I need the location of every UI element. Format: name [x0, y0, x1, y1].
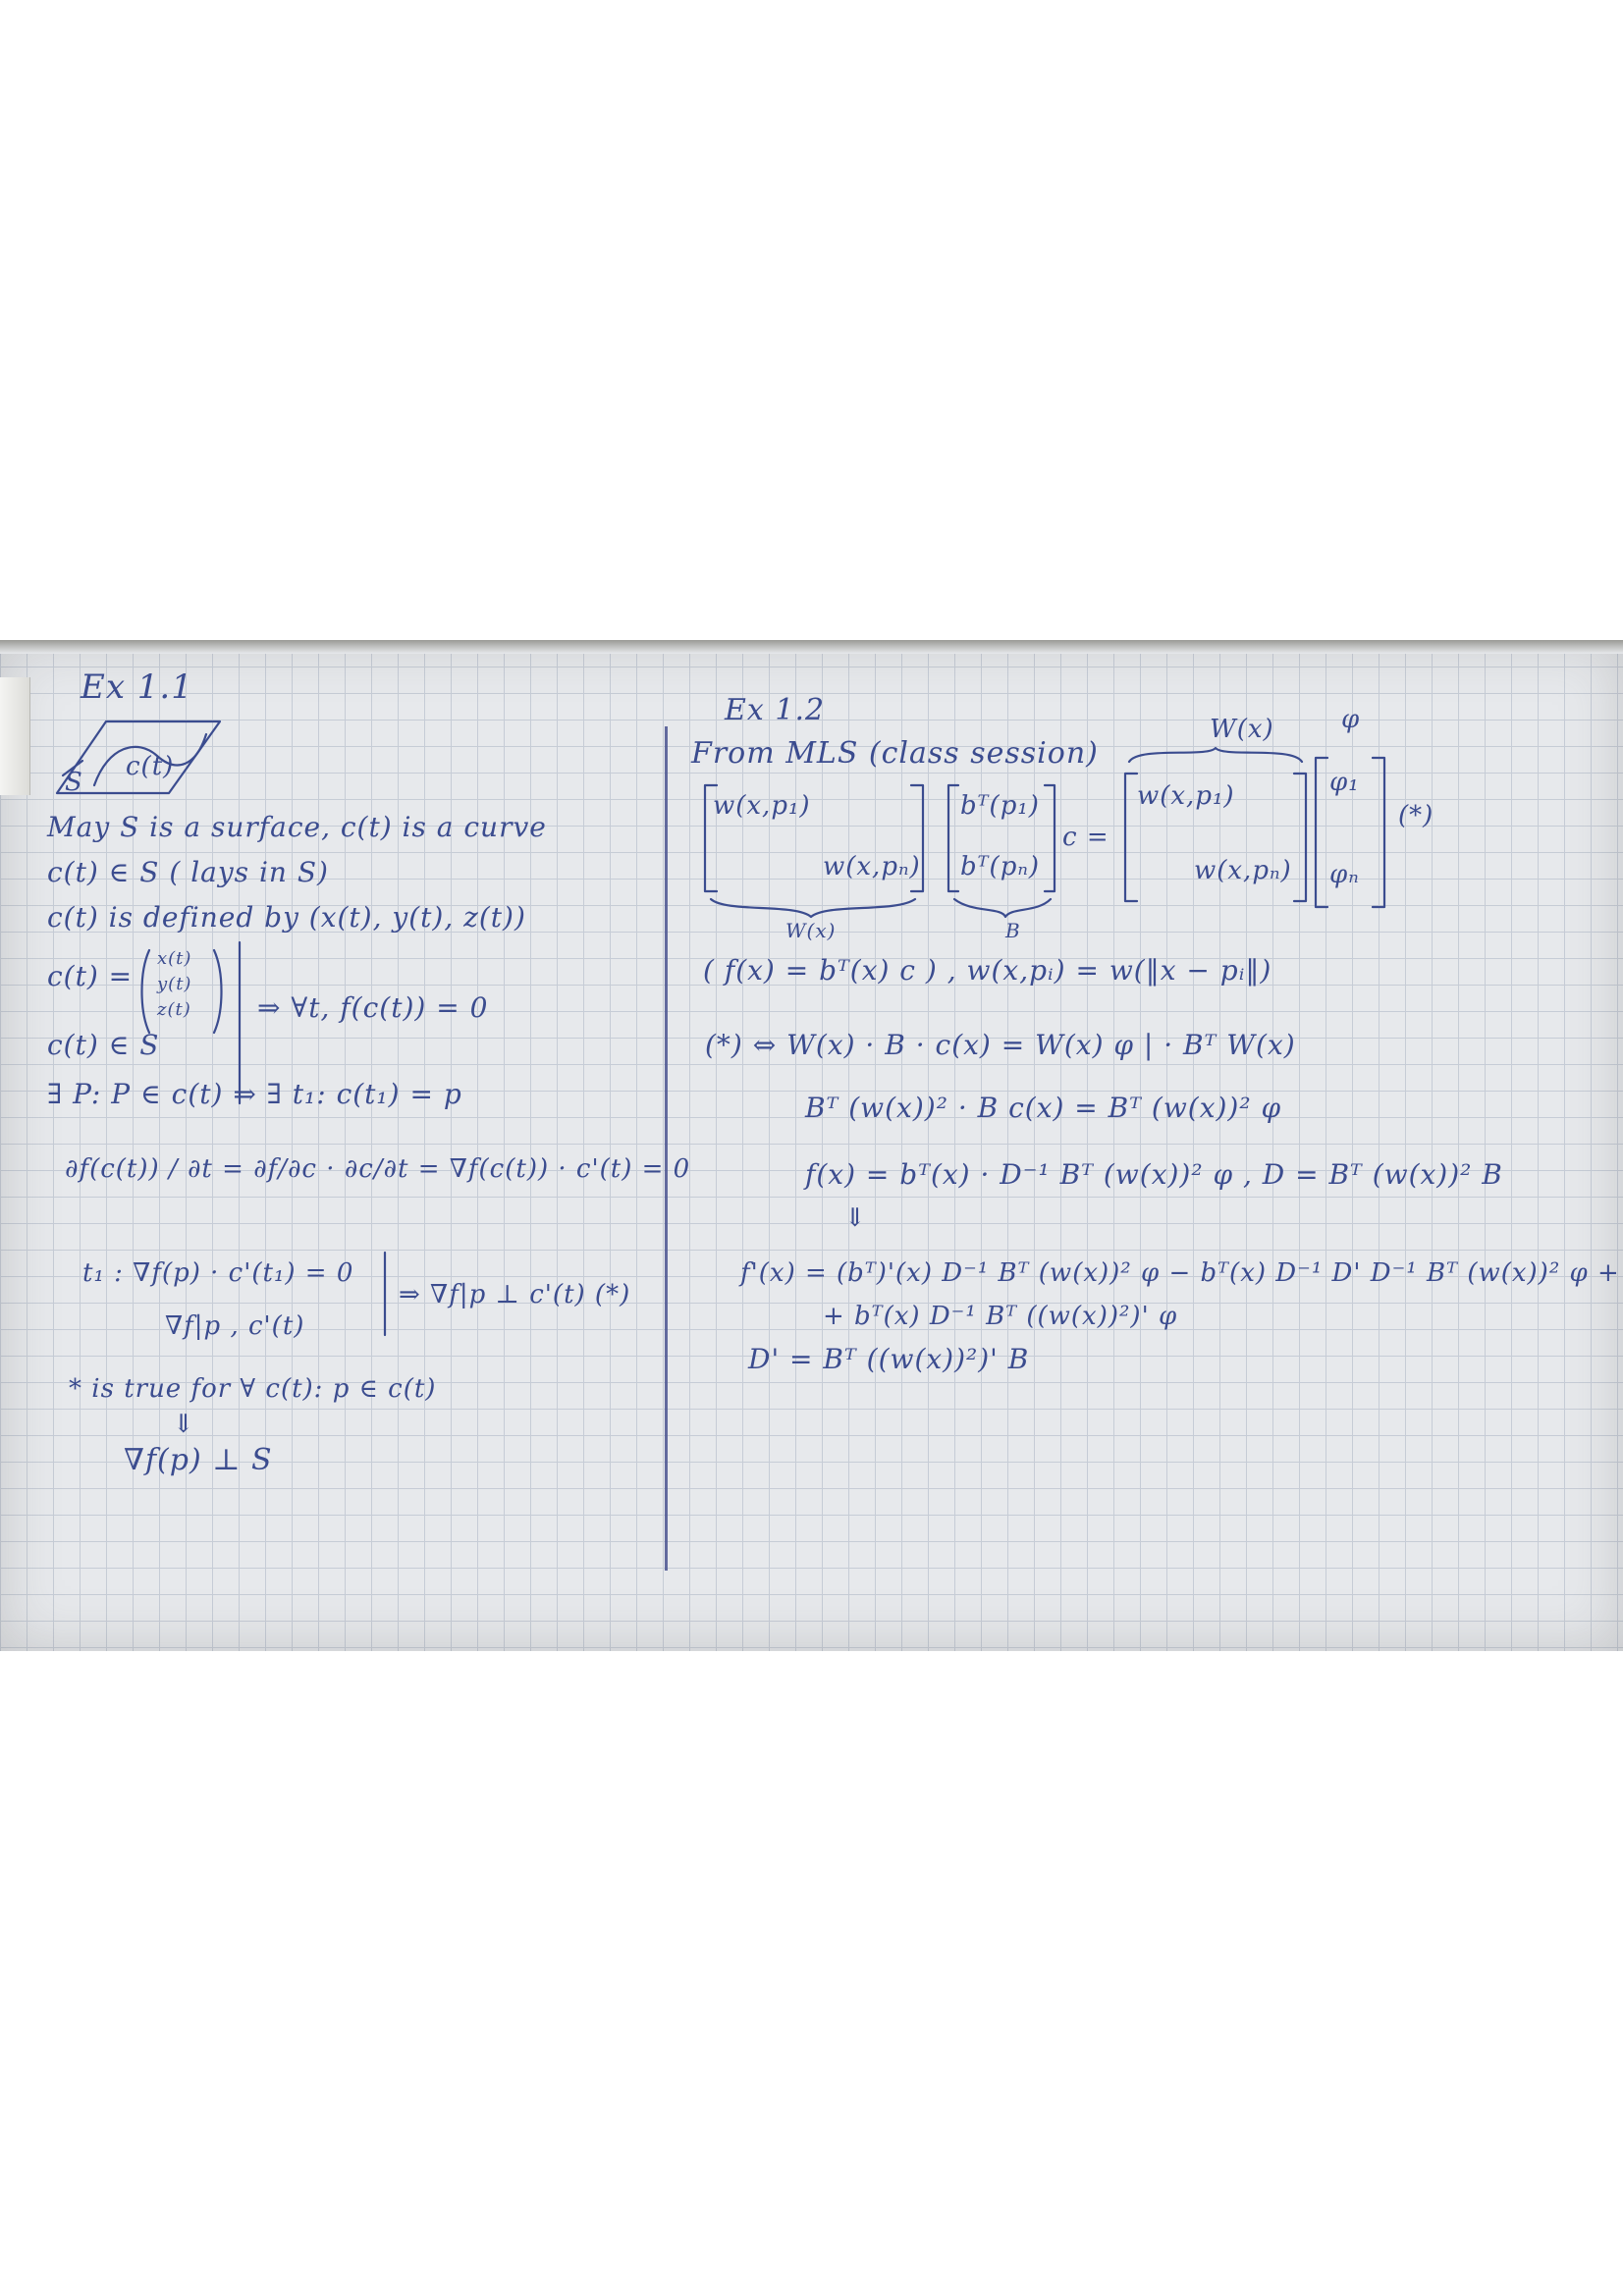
underbrace-w-label: W(x) [785, 919, 837, 942]
vector-x: x(t) [157, 948, 192, 969]
line-7: ∂f(c(t)) / ∂t = ∂f/∂c · ∂c/∂t = ∇f(c(t)) · c'(t) = 0 [65, 1154, 691, 1184]
line-4-rhs: ⇒ ∀t, f(c(t)) = 0 [257, 991, 489, 1024]
right-line-2: ( f(x) = bᵀ(x) c ) , w(x,pᵢ) = w(‖x − pᵢ‖) [703, 954, 1272, 987]
right-line-3: (*) ⇔ W(x) · B · c(x) = W(x) φ | · Bᵀ W(x) [705, 1029, 1296, 1061]
line-8-lhs: t₁ : ∇f(p) · c'(t₁) = 0 [82, 1258, 354, 1288]
vector-y: y(t) [157, 974, 192, 994]
phi-entry-n: φₙ [1329, 860, 1360, 889]
b-matrix-entry-1: bᵀ(p₁) [960, 791, 1040, 821]
line-6: ∃ P: P ∈ c(t) ⇒ ∃ t₁: c(t₁) = p [47, 1078, 462, 1110]
b-matrix-entry-n: bᵀ(pₙ) [960, 852, 1041, 881]
exercise-1-1-title: Ex 1.1 [81, 667, 193, 707]
right-line-6-implies: ⇓ [844, 1203, 867, 1233]
c-equals: c = [1062, 823, 1109, 852]
equation-star-label: (*) [1398, 801, 1434, 830]
line-8-rhs: ⇒ ∇f|p ⊥ c'(t) (*) [399, 1280, 631, 1309]
right-line-9: D' = Bᵀ ((w(x))²)' B [748, 1343, 1030, 1375]
right-line-5: f(x) = bᵀ(x) · D⁻¹ Bᵀ (w(x))² φ , D = Bᵀ (w(x))² B [805, 1158, 1503, 1191]
line-12: ∇f(p) ⊥ S [124, 1443, 273, 1477]
w-right-entry-1: w(x,p₁) [1137, 781, 1235, 811]
w-matrix-entry-n: w(x,pₙ) [823, 852, 921, 881]
line-9: ∇f|p , c'(t) [165, 1311, 305, 1341]
line-10: * is true for ∀ c(t): p ∈ c(t) [69, 1374, 437, 1404]
curve-label: c(t) [126, 752, 175, 781]
vector-z: z(t) [157, 999, 191, 1020]
phi-entry-1: φ₁ [1329, 768, 1360, 797]
right-line-1: From MLS (class session) [691, 736, 1099, 771]
line-4-lhs: c(t) = [47, 960, 134, 992]
w-matrix-entry-1: w(x,p₁) [713, 791, 811, 821]
matrix-w-label: W(x) [1210, 715, 1274, 744]
vector-phi-label: φ [1341, 705, 1361, 734]
w-right-entry-n: w(x,pₙ) [1194, 856, 1292, 885]
surface-label: S [65, 768, 83, 797]
underbrace-b-label: B [1005, 919, 1021, 942]
right-line-7: f'(x) = (bᵀ)'(x) D⁻¹ Bᵀ (w(x))² φ − bᵀ(x) D⁻¹ D' D⁻¹ Bᵀ (w(x))² φ + [740, 1258, 1620, 1288]
right-line-8: + bᵀ(x) D⁻¹ Bᵀ ((w(x))²)' φ [823, 1302, 1178, 1331]
line-1: May S is a surface, c(t) is a curve [47, 811, 547, 843]
line-3: c(t) is defined by (x(t), y(t), z(t)) [47, 901, 526, 934]
line-5: c(t) ∈ S [47, 1029, 160, 1061]
line-11-implies: ⇓ [173, 1410, 195, 1439]
line-2: c(t) ∈ S ( lays in S) [47, 856, 329, 888]
right-line-4: Bᵀ (w(x))² · B c(x) = Bᵀ (w(x))² φ [805, 1092, 1282, 1124]
exercise-1-2-title: Ex 1.2 [725, 693, 826, 727]
